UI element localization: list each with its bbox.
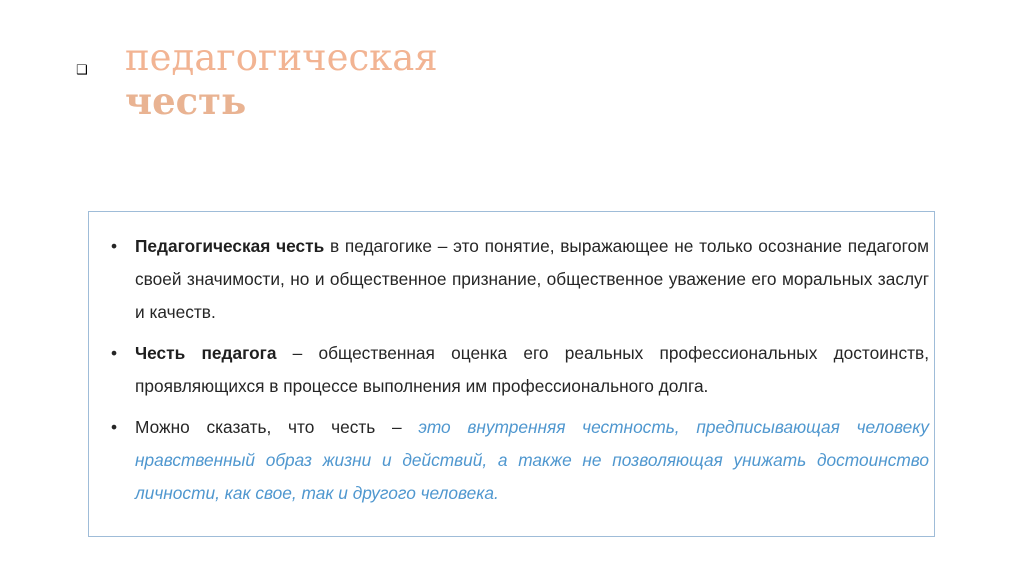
bullet-item-definition <box>111 230 929 329</box>
title-line-1: педагогическая <box>125 36 438 79</box>
bullet-text: в педагогике – это понятие, выражающее не только осознание педагогом своей значимости, но и общественное признание, общественное уважение его моральных заслуг и качеств. <box>135 236 929 322</box>
bullet-list <box>111 230 929 518</box>
bullet-dot-icon: • <box>111 343 118 363</box>
bullet-dot-icon: • <box>111 417 118 437</box>
title-line-2: честь <box>125 78 247 123</box>
slide-title <box>125 36 438 123</box>
bullet-item-summary <box>111 411 929 510</box>
bullet-term: Педагогическая честь <box>135 236 325 256</box>
bullet-text: – общественная оценка его реальных профессиональных достоинств, проявляющихся в процессе выполнения им профессионального долга. <box>135 343 929 396</box>
bullet-lead-text: Можно сказать, что честь – <box>135 417 419 437</box>
bullet-dot-icon: • <box>111 236 118 256</box>
bullet-term: Честь педагога <box>135 343 277 363</box>
content-box <box>88 211 935 537</box>
bullet-item-teacher-honor <box>111 337 929 403</box>
square-bullet-icon: ❑ <box>76 63 88 78</box>
bullet-accent-text: это внутренняя честность, предписывающая человеку нравственный образ жизни и действий, а также не позволяющая унижать достоинство личности, как свое, так и другого человека. <box>135 417 929 503</box>
